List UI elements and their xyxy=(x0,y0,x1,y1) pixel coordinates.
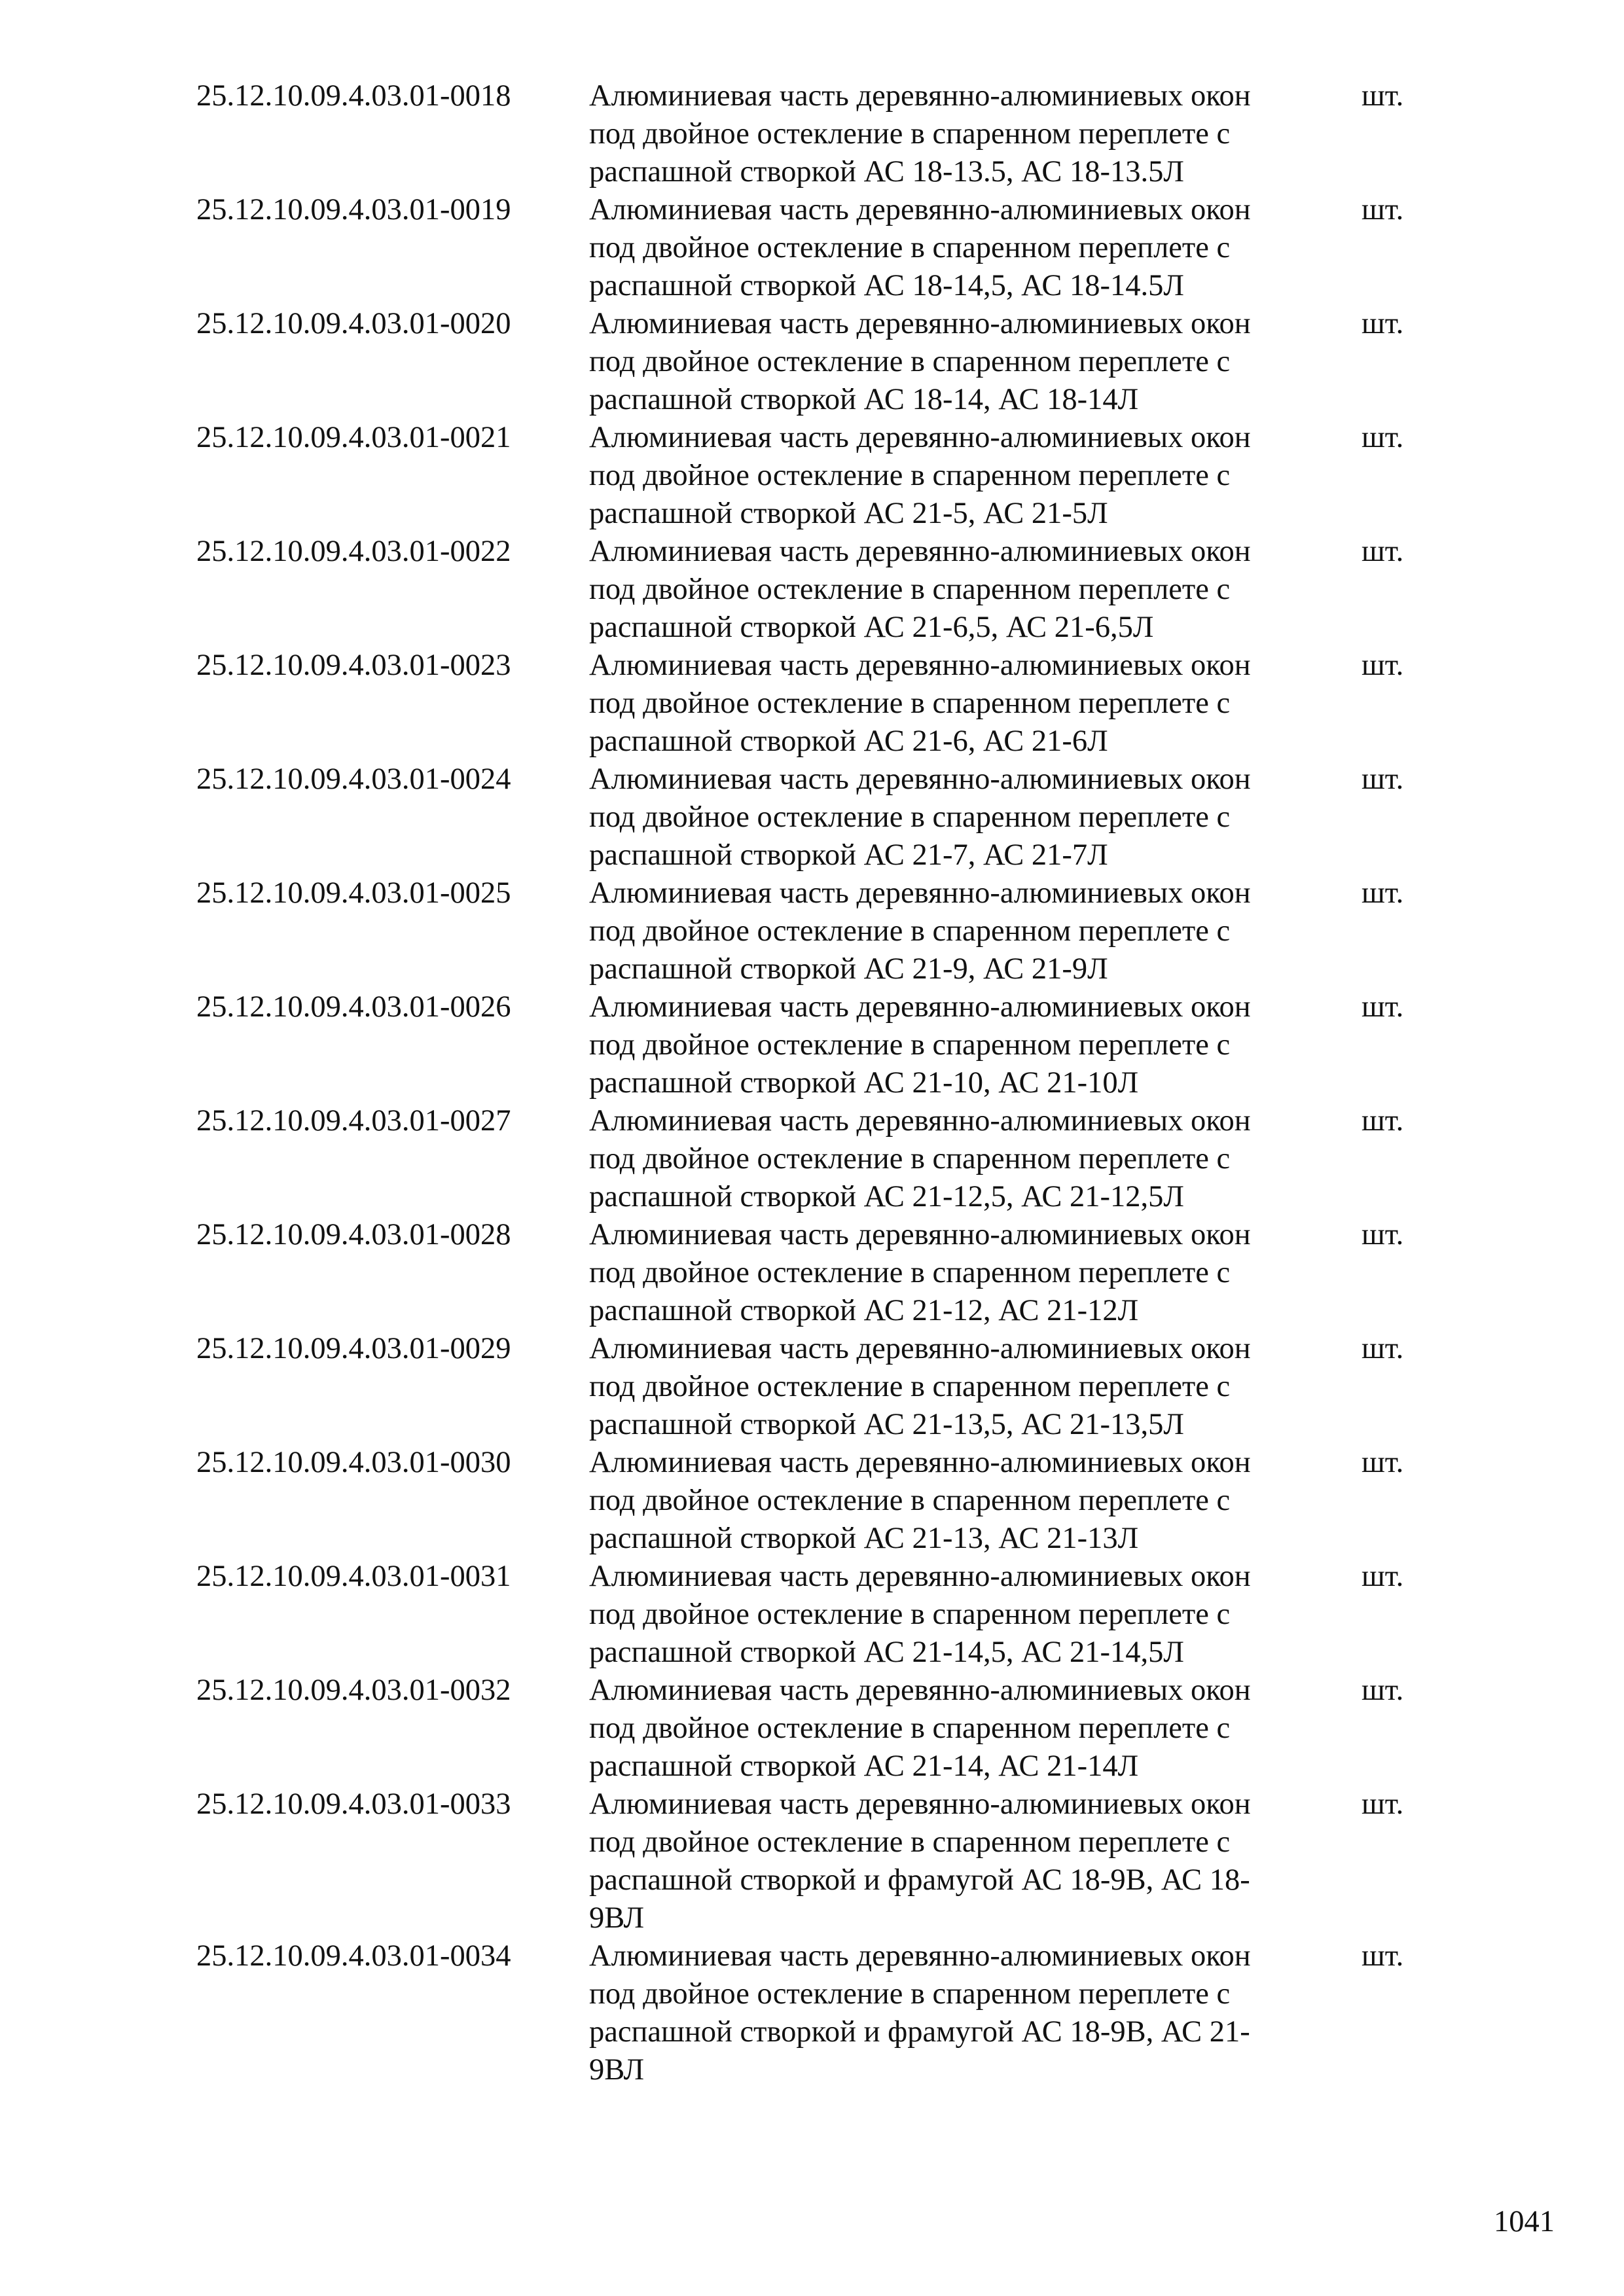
description-line: под двойное остекление в спаренном переплете с xyxy=(589,1484,1231,1517)
item-code: 25.12.10.09.4.03.01-0025 xyxy=(196,876,511,910)
item-unit: шт. xyxy=(1362,1332,1404,1365)
description-line: распашной створкой АС 18-14,5, АС 18-14.5Л xyxy=(589,269,1184,302)
description-line: под двойное остекление в спаренном переплете с xyxy=(589,1825,1231,1859)
item-description xyxy=(589,1937,1309,2089)
description-line: распашной створкой АС 21-13, АС 21-13Л xyxy=(589,1522,1139,1555)
description-line: под двойное остекление в спаренном переплете с xyxy=(589,1028,1231,1062)
description-line: под двойное остекление в спаренном переплете с xyxy=(589,459,1231,492)
page-number: 1041 xyxy=(1494,2205,1555,2238)
description-line: распашной створкой и фрамугой АС 18-9В, АС 18- xyxy=(589,1863,1250,1897)
table-row xyxy=(196,647,1440,761)
item-unit: шт. xyxy=(1362,193,1404,226)
item-code: 25.12.10.09.4.03.01-0022 xyxy=(196,535,511,568)
table-row xyxy=(196,1216,1440,1330)
description-line: распашной створкой АС 21-14,5, АС 21-14,5Л xyxy=(589,1636,1184,1669)
item-description xyxy=(589,191,1309,305)
description-line: распашной створкой АС 21-12, АС 21-12Л xyxy=(589,1294,1139,1327)
item-description xyxy=(589,1672,1309,1785)
description-line: под двойное остекление в спаренном переплете с xyxy=(589,1598,1231,1631)
description-line: Алюминиевая часть деревянно-алюминиевых окон xyxy=(589,1104,1251,1138)
description-line: Алюминиевая часть деревянно-алюминиевых окон xyxy=(589,421,1251,454)
item-unit: шт. xyxy=(1362,649,1404,682)
description-line: Алюминиевая часть деревянно-алюминиевых окон xyxy=(589,79,1251,113)
table-row xyxy=(196,1558,1440,1672)
description-line: Алюминиевая часть деревянно-алюминиевых окон xyxy=(589,1332,1251,1365)
item-unit: шт. xyxy=(1362,421,1404,454)
item-description xyxy=(589,874,1309,988)
item-unit: шт. xyxy=(1362,1104,1404,1138)
table-row xyxy=(196,761,1440,874)
item-description xyxy=(589,419,1309,533)
description-line: Алюминиевая часть деревянно-алюминиевых окон xyxy=(589,193,1251,226)
item-code: 25.12.10.09.4.03.01-0030 xyxy=(196,1446,511,1479)
description-line: распашной створкой АС 21-13,5, АС 21-13,5Л xyxy=(589,1408,1184,1441)
description-line: под двойное остекление в спаренном переплете с xyxy=(589,117,1231,151)
description-line: 9ВЛ xyxy=(589,1901,645,1935)
table-row xyxy=(196,1330,1440,1444)
description-line: распашной створкой и фрамугой АС 18-9В, АС 21- xyxy=(589,2015,1250,2049)
table-row xyxy=(196,305,1440,419)
item-code: 25.12.10.09.4.03.01-0028 xyxy=(196,1218,511,1251)
item-code: 25.12.10.09.4.03.01-0032 xyxy=(196,1674,511,1707)
item-unit: шт. xyxy=(1362,307,1404,340)
table-row xyxy=(196,1102,1440,1216)
description-line: распашной створкой АС 21-9, АС 21-9Л xyxy=(589,952,1108,986)
description-line: под двойное остекление в спаренном переплете с xyxy=(589,914,1231,948)
item-description xyxy=(589,77,1309,191)
table-row xyxy=(196,1937,1440,2089)
description-line: Алюминиевая часть деревянно-алюминиевых окон xyxy=(589,1446,1251,1479)
table-row xyxy=(196,1672,1440,1785)
item-unit: шт. xyxy=(1362,1939,1404,1973)
description-line: под двойное остекление в спаренном переплете с xyxy=(589,1712,1231,1745)
item-description xyxy=(589,533,1309,647)
description-line: распашной створкой АС 18-14, АС 18-14Л xyxy=(589,383,1139,416)
item-code: 25.12.10.09.4.03.01-0033 xyxy=(196,1787,511,1821)
description-line: Алюминиевая часть деревянно-алюминиевых окон xyxy=(589,1218,1251,1251)
table-row xyxy=(196,419,1440,533)
item-code: 25.12.10.09.4.03.01-0034 xyxy=(196,1939,511,1973)
table-row xyxy=(196,77,1440,191)
item-code: 25.12.10.09.4.03.01-0031 xyxy=(196,1560,511,1593)
item-description xyxy=(589,305,1309,419)
table-row xyxy=(196,1785,1440,1937)
item-description xyxy=(589,1102,1309,1216)
description-line: Алюминиевая часть деревянно-алюминиевых окон xyxy=(589,1787,1251,1821)
item-code: 25.12.10.09.4.03.01-0023 xyxy=(196,649,511,682)
item-unit: шт. xyxy=(1362,1674,1404,1707)
description-line: распашной створкой АС 21-14, АС 21-14Л xyxy=(589,1749,1139,1783)
description-line: распашной створкой АС 21-7, АС 21-7Л xyxy=(589,838,1108,872)
item-description xyxy=(589,1216,1309,1330)
description-line: Алюминиевая часть деревянно-алюминиевых окон xyxy=(589,307,1251,340)
description-line: Алюминиевая часть деревянно-алюминиевых окон xyxy=(589,762,1251,796)
table-row xyxy=(196,874,1440,988)
item-code: 25.12.10.09.4.03.01-0026 xyxy=(196,990,511,1024)
description-line: под двойное остекление в спаренном переплете с xyxy=(589,231,1231,264)
item-description xyxy=(589,1330,1309,1444)
item-unit: шт. xyxy=(1362,79,1404,113)
table-row xyxy=(196,988,1440,1102)
description-line: распашной створкой АС 21-12,5, АС 21-12,5Л xyxy=(589,1180,1184,1213)
description-line: распашной створкой АС 21-6, АС 21-6Л xyxy=(589,725,1108,758)
item-description xyxy=(589,988,1309,1102)
item-code: 25.12.10.09.4.03.01-0018 xyxy=(196,79,511,113)
item-code: 25.12.10.09.4.03.01-0020 xyxy=(196,307,511,340)
description-line: под двойное остекление в спаренном переплете с xyxy=(589,345,1231,378)
description-line: Алюминиевая часть деревянно-алюминиевых окон xyxy=(589,1674,1251,1707)
description-line: под двойное остекление в спаренном переплете с xyxy=(589,1142,1231,1175)
item-code: 25.12.10.09.4.03.01-0029 xyxy=(196,1332,511,1365)
item-description xyxy=(589,1444,1309,1558)
description-line: под двойное остекление в спаренном переплете с xyxy=(589,1256,1231,1289)
description-line: распашной створкой АС 21-5, АС 21-5Л xyxy=(589,497,1108,530)
description-line: 9ВЛ xyxy=(589,2053,645,2087)
description-line: распашной створкой АС 21-6,5, АС 21-6,5Л xyxy=(589,611,1154,644)
item-description xyxy=(589,1785,1309,1937)
description-line: Алюминиевая часть деревянно-алюминиевых окон xyxy=(589,649,1251,682)
item-code: 25.12.10.09.4.03.01-0027 xyxy=(196,1104,511,1138)
description-line: под двойное остекление в спаренном переплете с xyxy=(589,1977,1231,2011)
description-line: под двойное остекление в спаренном переплете с xyxy=(589,573,1231,606)
table-row xyxy=(196,1444,1440,1558)
table-row xyxy=(196,191,1440,305)
table-row xyxy=(196,533,1440,647)
item-unit: шт. xyxy=(1362,876,1404,910)
description-line: Алюминиевая часть деревянно-алюминиевых окон xyxy=(589,876,1251,910)
item-code: 25.12.10.09.4.03.01-0024 xyxy=(196,762,511,796)
item-description xyxy=(589,761,1309,874)
item-unit: шт. xyxy=(1362,1787,1404,1821)
description-line: под двойное остекление в спаренном переплете с xyxy=(589,1370,1231,1403)
item-unit: шт. xyxy=(1362,990,1404,1024)
item-code: 25.12.10.09.4.03.01-0021 xyxy=(196,421,511,454)
description-line: Алюминиевая часть деревянно-алюминиевых окон xyxy=(589,1560,1251,1593)
item-unit: шт. xyxy=(1362,1560,1404,1593)
price-table xyxy=(196,77,1440,2089)
description-line: под двойное остекление в спаренном переплете с xyxy=(589,687,1231,720)
description-line: распашной створкой АС 18-13.5, АС 18-13.5Л xyxy=(589,155,1184,188)
description-line: Алюминиевая часть деревянно-алюминиевых окон xyxy=(589,535,1251,568)
description-line: Алюминиевая часть деревянно-алюминиевых окон xyxy=(589,990,1251,1024)
item-code: 25.12.10.09.4.03.01-0019 xyxy=(196,193,511,226)
item-unit: шт. xyxy=(1362,1218,1404,1251)
description-line: Алюминиевая часть деревянно-алюминиевых окон xyxy=(589,1939,1251,1973)
description-line: распашной створкой АС 21-10, АС 21-10Л xyxy=(589,1066,1139,1100)
item-description xyxy=(589,647,1309,761)
description-line: под двойное остекление в спаренном переплете с xyxy=(589,800,1231,834)
item-unit: шт. xyxy=(1362,1446,1404,1479)
item-unit: шт. xyxy=(1362,762,1404,796)
item-description xyxy=(589,1558,1309,1672)
item-unit: шт. xyxy=(1362,535,1404,568)
